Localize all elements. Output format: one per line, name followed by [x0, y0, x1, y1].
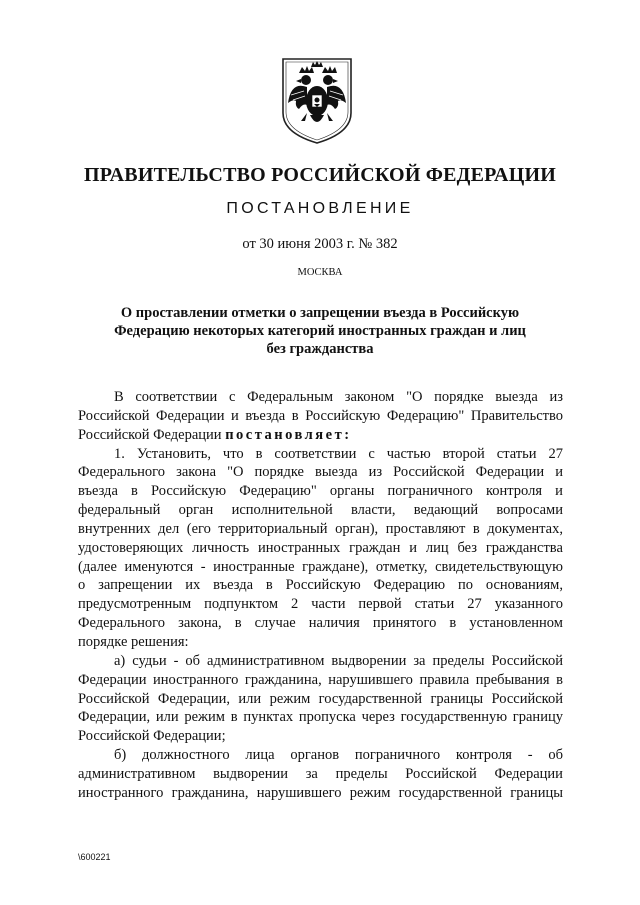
document-type: ПОСТАНОВЛЕНИЕ [226, 200, 414, 217]
body-line: внутренних дел (его территориальный орган), проставляют в документах, [78, 520, 563, 537]
document-date-number: от 30 июня 2003 г. № 382 [242, 236, 398, 252]
body-line: административном выдворении за пределы Российской Федерации [78, 765, 563, 782]
body-line [78, 426, 563, 445]
body-line: Российской Федерации и въезда в Российскую Федерацию" Правительство [78, 407, 563, 424]
body-line: Федерального закона "О порядке выезда из Российской Федерации и [78, 464, 563, 481]
body-line: Федерации иностранного гражданина, нарушившего правила пребывания в [78, 671, 563, 688]
document-code: \600221 [78, 852, 111, 862]
body-line: порядке решения: [78, 633, 189, 650]
document-city: МОСКВА [297, 267, 343, 278]
body-line: В соответствии с Федеральным законом "О порядке выезда из [114, 389, 563, 405]
body-line: а) судьи - об административном выдворении за пределы Российской [114, 652, 563, 669]
body-text-run: Российской Федерации [78, 426, 222, 443]
body-line: б) должностного лица органов пограничного контроля - об [114, 747, 563, 764]
body-line: 1. Установить, что в соответствии с частью второй статьи 27 [114, 445, 563, 462]
body-line: Федерального закона, в случае наличия принятого в установленном [78, 615, 563, 632]
subject-line: без гражданства [266, 341, 374, 357]
body-line: удостоверяющих личность иностранных граждан и лиц без гражданства [78, 539, 563, 556]
body-line: въезда в Российскую Федерацию" органы пограничного контроля и [78, 483, 563, 500]
body-line: о запрещении их въезда в Российскую Федерацию по основаниям, [78, 577, 563, 594]
document-subject [0, 304, 640, 358]
body-line: Российской Федерации; [78, 728, 226, 745]
document-body [78, 388, 563, 803]
body-line: предусмотренным подпунктом 2 части первой статьи 27 указанного [78, 596, 563, 613]
body-line: (далее именуются - иностранные граждане), отметку, свидетельствующую [78, 558, 563, 575]
body-line: Федерации, или режим в пунктах пропуска через государственную границу [78, 709, 563, 726]
resolution-keyword: постановляет: [225, 426, 352, 443]
body-line: федеральный орган исполнительной власти, ведающий вопросами [78, 502, 563, 519]
body-line: Российской Федерации, или режим государственной границы Российской [78, 690, 563, 707]
government-title: ПРАВИТЕЛЬСТВО РОССИЙСКОЙ ФЕДЕРАЦИИ [84, 164, 556, 186]
subject-line: О проставлении отметки о запрещении въезда в Российскую [120, 305, 520, 321]
russian-emblem-icon [277, 55, 357, 145]
subject-line: Федерацию некоторых категорий иностранных граждан и лиц [114, 323, 526, 339]
body-line: иностранного гражданина, нарушившего режим государственной границы [78, 784, 563, 801]
